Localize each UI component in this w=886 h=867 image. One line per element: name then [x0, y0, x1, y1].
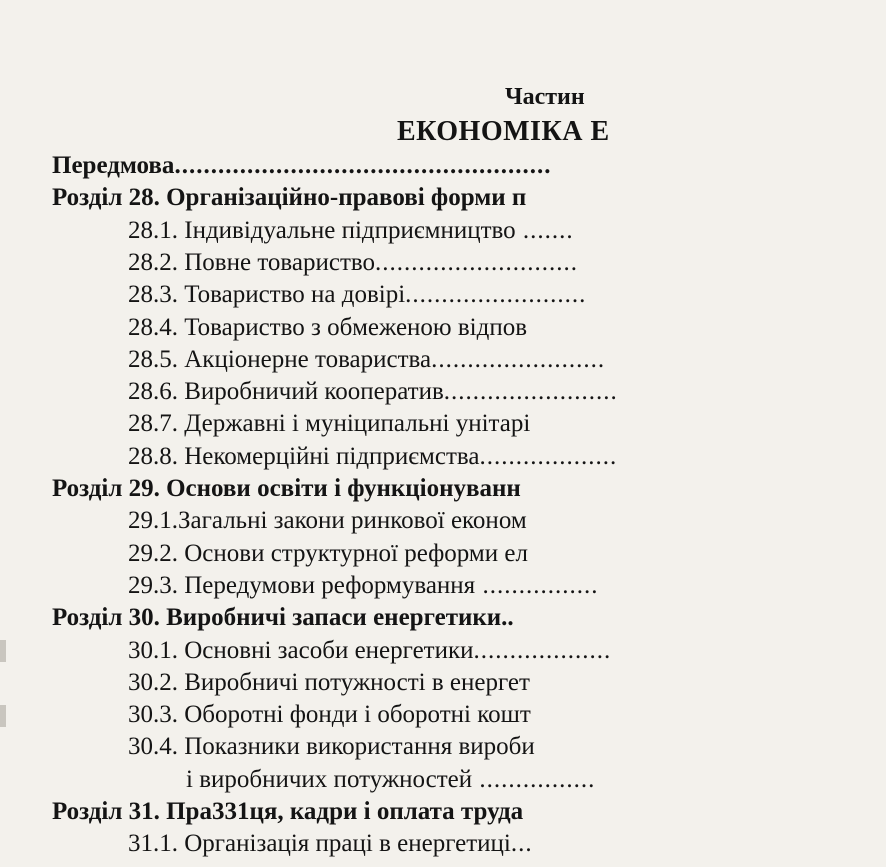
toc-entry-title: Розділ 30. Виробничі запаси енергетики..: [52, 604, 514, 632]
toc-dot-leader: ........................: [443, 378, 618, 406]
toc-entry-title: 29.2. Основи структурної реформи ел: [128, 539, 528, 567]
toc-entry-title: 30.2. Виробничі потужності в енергет: [128, 668, 530, 696]
toc-dot-leader: ................: [475, 571, 599, 599]
toc-section-entry: [52, 602, 752, 634]
toc-dot-leader: ...: [510, 830, 533, 858]
toc-subsection-entry: [128, 731, 828, 763]
toc-entry-title: і виробничих потужностей: [186, 765, 473, 793]
page-edge-mark: [0, 640, 6, 662]
toc-entry-title: 28.3. Товариство на довірі: [128, 281, 406, 309]
toc-entry-title: 28.6. Виробничий кооператив: [128, 378, 444, 406]
toc-entry-title: 28.7. Державні і муніципальні унітарі: [128, 410, 531, 438]
toc-section-entry: [52, 150, 752, 182]
toc-dot-leader: .........................: [405, 281, 587, 309]
toc-subsection-entry: [128, 279, 828, 311]
toc-dot-leader: ...................: [479, 442, 618, 470]
toc-entry-title: 28.1. Індивідуальне підприємництво: [128, 216, 516, 244]
toc-entry-title: 28.5. Акціонерне товариства: [128, 345, 432, 373]
toc-subsection-entry: [128, 699, 828, 731]
toc-subsection-entry: [128, 247, 828, 279]
toc-subsection-entry: [186, 764, 886, 796]
toc-entry-title: 29.3. Передумови реформування: [128, 571, 476, 599]
toc-entry-title: 30.4. Показники використання вироби: [128, 733, 535, 761]
toc-subsection-entry: [128, 408, 828, 440]
toc-subsection-entry: [128, 312, 828, 344]
toc-entry-title: Розділ 31. Пра331ця, кадри і оплата труда: [52, 798, 524, 825]
toc-subsection-entry: [128, 635, 828, 667]
toc-dot-leader: ...................: [473, 636, 612, 664]
toc-subsection-entry: [128, 828, 828, 860]
toc-entry-title: 28.8. Некомерційні підприємства: [128, 442, 480, 470]
toc-entry-title: Передмова: [52, 152, 175, 179]
toc-entry-title: 28.4. Товариство з обмеженою відпов: [128, 313, 528, 341]
toc-subsection-entry: [128, 505, 828, 537]
toc-entry-title: 30.1. Основні засоби енергетики: [128, 636, 474, 664]
toc-subsection-entry: [128, 215, 828, 247]
toc-subsection-entry: [128, 570, 828, 602]
toc-subsection-entry: [128, 441, 828, 473]
toc-section-entry: [52, 182, 752, 214]
toc-subsection-entry: [128, 667, 828, 699]
toc-dot-leader: ................: [472, 765, 596, 793]
toc-subsection-entry: [128, 376, 828, 408]
part-subtitle: ЕКОНОМІКА Е: [397, 116, 610, 147]
page-edge-mark: [0, 705, 6, 727]
toc-subsection-entry: [128, 538, 828, 570]
part-heading: Частин: [505, 84, 585, 110]
toc-entry-title: 31.1. Організація праці в енергетиці: [128, 830, 511, 858]
toc-dot-leader: ....................................................: [174, 152, 552, 179]
toc-entry-title: 28.2. Повне товариство: [128, 248, 376, 276]
toc-entry-title: 29.1.Загальні закони ринкової економ: [128, 507, 527, 535]
toc-entry-title: 30.3. Оборотні фонди і оборотні кошт: [128, 701, 531, 729]
toc-dot-leader: ............................: [375, 248, 579, 276]
toc-section-entry: [52, 796, 752, 828]
toc-entry-title: Розділ 29. Основи освіти і функціонуванн: [52, 475, 521, 502]
toc-dot-leader: ........................: [431, 345, 606, 373]
toc-section-entry: [52, 473, 752, 505]
toc-entry-title: Розділ 28. Організаційно-правові форми п: [52, 184, 527, 212]
toc-subsection-entry: [128, 344, 828, 376]
toc-dot-leader: .......: [515, 216, 574, 244]
